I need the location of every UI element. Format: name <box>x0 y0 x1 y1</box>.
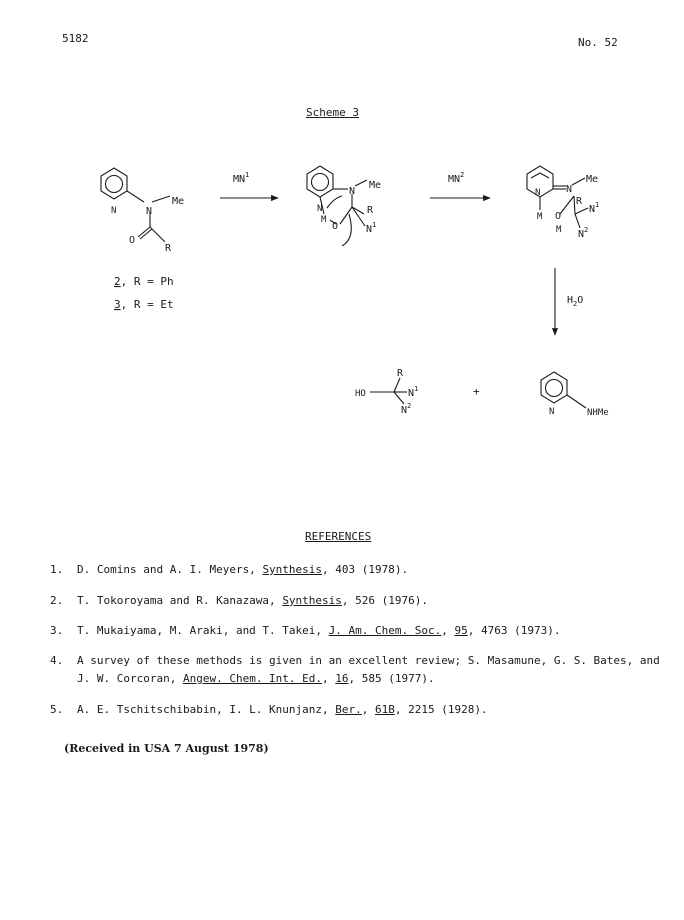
reference-4-journal: Angew. Chem. Int. Ed. <box>182 672 323 685</box>
journal-number: No. 52 <box>578 36 618 49</box>
reference-3-volume: 95 <box>454 624 468 637</box>
references-title: REFERENCES <box>305 530 372 543</box>
reference-5: 5. A. E. Tschitschibabin, I. L. Knunjanz, Ber., 61B, 2215 (1928). <box>50 703 488 716</box>
starting-amide-structure <box>101 168 170 242</box>
compound-3-label: 3, R = Et <box>114 298 174 311</box>
adduct-amine-n-label: N <box>566 184 573 195</box>
product-ho-label: HO <box>355 389 366 399</box>
plus-sign: + <box>473 385 480 398</box>
product-n1-label: $N^1$ <box>408 385 419 399</box>
nhme-label: NHMe <box>587 408 609 418</box>
adduct-metal-label-1: M <box>537 212 543 222</box>
adduct-n2-label: $N^2$ <box>578 226 589 240</box>
received-date: (Received in USA 7 August 1978) <box>64 742 269 755</box>
intermediate-oxygen-label: O <box>332 221 339 232</box>
intermediate-n1-label: $N^1$ <box>366 221 377 235</box>
intermediate-amine-n-label: N <box>349 186 356 197</box>
reference-3: 3. T. Mukaiyama, M. Araki, and T. Takei, J. Am. Chem. Soc., 95, 4763 (1973). <box>50 624 561 637</box>
reference-1: 1. D. Comins and A. I. Meyers, Synthesis, 403 (1978). <box>50 563 409 576</box>
compound-2-label: 2, R = Ph <box>114 275 174 288</box>
intermediate-methyl-label: Me <box>369 180 382 191</box>
intermediate-r-label: R <box>367 205 374 216</box>
reference-2-journal: Synthesis <box>282 594 342 607</box>
ring-nitrogen-label: N <box>111 206 117 216</box>
amide-nitrogen-label: N <box>146 206 153 217</box>
intermediate-structure <box>307 166 367 246</box>
adduct-n1-label: $N^1$ <box>589 201 600 215</box>
adduct-metal-label-2: M <box>556 225 562 235</box>
reagent-mn2: $MN^2$ <box>448 171 465 185</box>
oxygen-label: O <box>129 235 136 246</box>
adduct-methyl-label: Me <box>586 174 599 185</box>
aminopyridine-n-label: N <box>549 407 555 417</box>
water-reagent: $H_2O$ <box>567 295 584 308</box>
product-r-label: R <box>397 368 404 379</box>
r-group-label: R <box>165 243 172 254</box>
adduct-ring-n-label: N <box>535 188 541 198</box>
intermediate-ring-n-label: N <box>317 204 323 214</box>
methyl-label: Me <box>172 196 185 207</box>
scheme-title: Scheme 3 <box>306 106 359 119</box>
intermediate-metal-label: M <box>321 215 327 225</box>
product-n2-label: $N^2$ <box>401 402 412 416</box>
reference-4: 4. A survey of these methods is given in an excellent review; S. Masamune, G. S. Bates, and J. W. Corcoran, Angew. Chem. Int. Ed., 16, 585 (1977). <box>50 654 660 685</box>
reference-4-volume: 16 <box>335 672 349 685</box>
reference-1-journal: Synthesis <box>262 563 323 576</box>
reference-5-journal: Ber. <box>335 703 362 716</box>
reference-5-volume: 61B <box>375 703 395 716</box>
aminopyridine-product-structure <box>541 372 586 408</box>
adduct-r-label: R <box>576 196 583 207</box>
reference-2: 2. T. Tokoroyama and R. Kanazawa, Synthesis, 526 (1976). <box>50 594 429 607</box>
page-number: 5182 <box>62 32 89 45</box>
reagent-mn1: $MN^1$ <box>233 171 250 185</box>
reference-3-journal: J. Am. Chem. Soc. <box>328 624 442 637</box>
adduct-oxygen-label: O <box>555 211 562 222</box>
carbinolamine-product-structure <box>370 378 407 404</box>
